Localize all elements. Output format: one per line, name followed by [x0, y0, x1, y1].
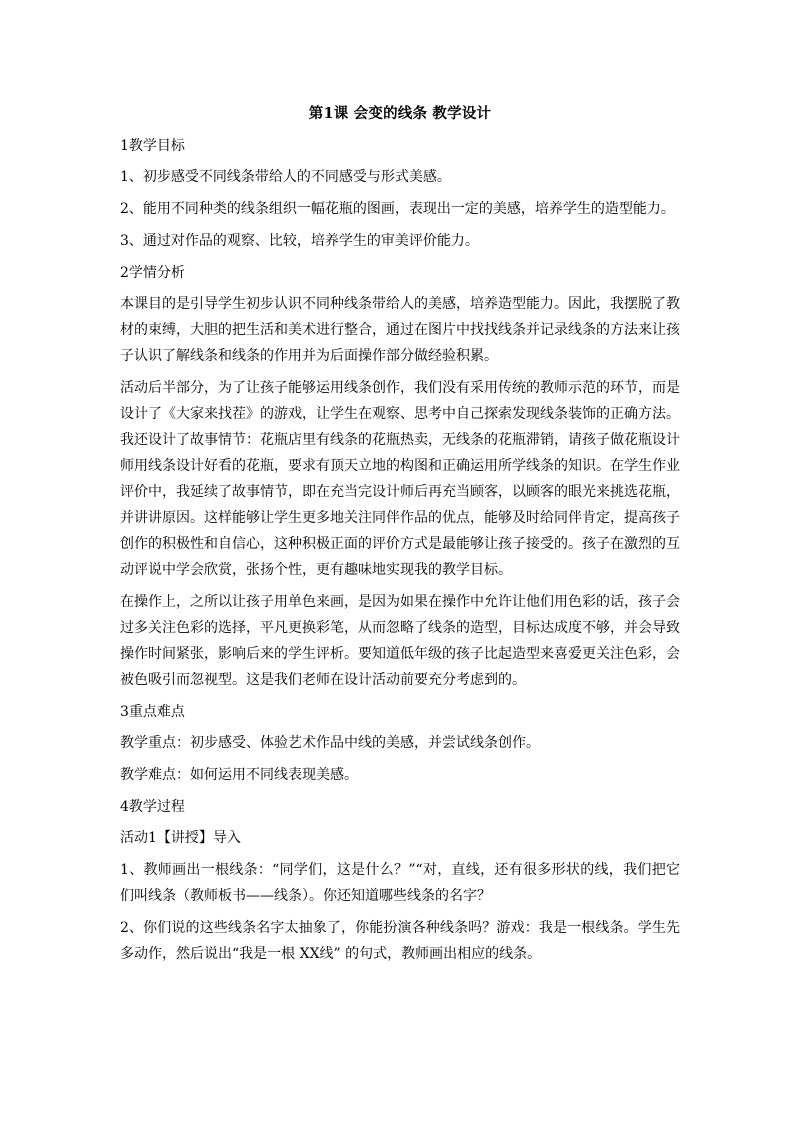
section-heading-process: 4教学过程 [120, 799, 185, 815]
section-heading-analysis: 2学情分析 [120, 265, 185, 281]
analysis-paragraph-2: 活动后半部分，为了让孩子能够运用线条创作，我们没有采用传统的教师示范的环节，而是设计了《大家来找茬》的游戏，让学生在观察、思考中自己探索发现线条装饰的正确方法。我还设计了故事情节：花瓶店里有线条的花瓶热卖，无线条的花瓶滞销，请孩子做花瓶设计师用线条设计好看的花瓶，要求有顶天立地的构图和正确运用所学线条的知识。在学生作业评价中，我延续了故事情节，即在充当完设计师后再充当顾客，以顾客的眼光来挑选花瓶，并讲讲原因。这样能够让学生更多地关注同伴作品的优点，能够及时给同伴肯定，提高孩子创作的积极性和自信心，这种积极正面的评价方式是最能够让孩子接受的。孩子在激烈的互动评说中学会欣赏，张扬个性，更有趣味地实现我的教学目标。 [120, 380, 680, 578]
difficult-point: 教学难点：如何运用不同线表现美感。 [120, 767, 358, 783]
objective-item-3: 3、通过对作品的观察、比较，培养学生的审美评价能力。 [120, 233, 479, 249]
objective-item-1: 1、初步感受不同线条带给人的不同感受与形式美感。 [120, 169, 451, 185]
analysis-paragraph-1: 本课目的是引导学生初步认识不同种线条带给人的美感，培养造型能力。因此，我摆脱了教材的束缚，大胆的把生活和美术进行整合，通过在图片中找找线条并记录线条的方法来让孩子认识了解线条和线条的作用并为后面操作部分做经验积累。 [120, 296, 680, 364]
analysis-paragraph-3: 在操作上，之所以让孩子用单色来画，是因为如果在操作中允许让他们用色彩的话，孩子会过多关注色彩的选择，平凡更换彩笔，从而忽略了线条的造型，目标达成度不够，并会导致操作时间紧张，影响后来的学生评析。要知道低年级的孩子比起造型来喜爱更关注色彩，会被色吸引而忽视型。这是我们老师在设计活动前要充分考虑到的。 [120, 594, 680, 688]
process-step-2: 2、你们说的这些线条名字太抽象了，你能扮演各种线条吗？游戏：我是一根线条。学生先多动作，然后说出“我是一根 XX线” 的句式，教师画出相应的线条。 [120, 920, 680, 962]
activity-title: 活动1【讲授】导入 [120, 830, 241, 846]
objective-item-2: 2、能用不同种类的线条组织一幅花瓶的图画，表现出一定的美感，培养学生的造型能力。 [120, 201, 675, 217]
section-heading-key-points: 3重点难点 [120, 704, 185, 720]
section-heading-objectives: 1教学目标 [120, 138, 185, 154]
process-step-1: 1、教师画出一根线条：“同学们，这是什么？”“对，直线，还有很多形状的线，我们把它们叫线条（教师板书——线条）。你还知道哪些线条的名字？ [120, 862, 680, 904]
document-page [120, 104, 680, 973]
document-title: 第1课 会变的线条 教学设计 [308, 105, 492, 122]
key-point: 教学重点：初步感受、体验艺术作品中线的美感，并尝试线条创作。 [120, 735, 540, 751]
